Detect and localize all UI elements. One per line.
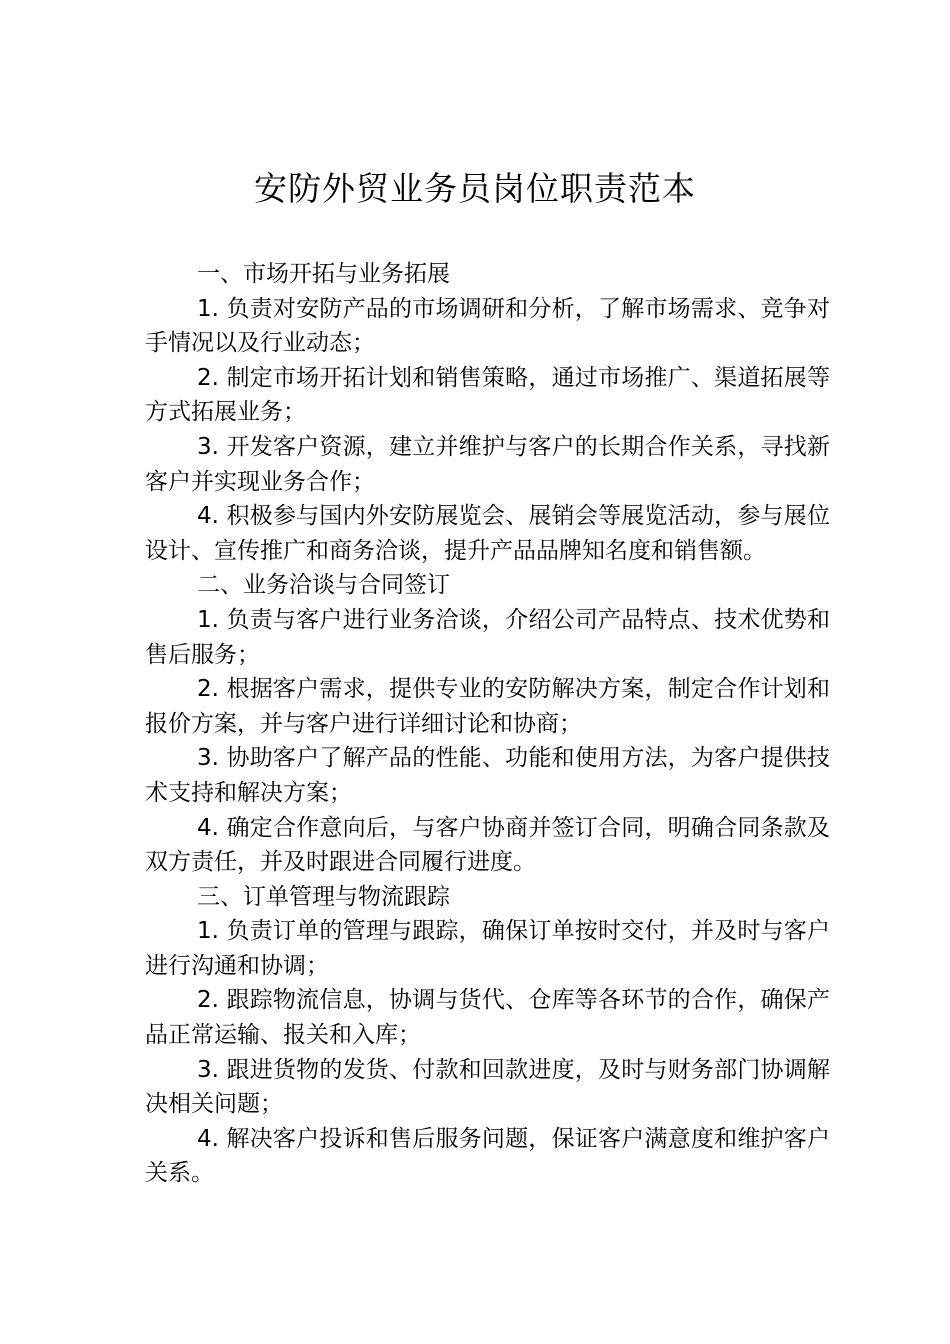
document-body (145, 257, 830, 1191)
section-heading-market-expansion: 一、市场开拓与业务拓展 (197, 261, 450, 287)
list-item: 4. 解决客户投诉和售后服务问题，保证客户满意度和维护客户关系。 (145, 1125, 830, 1187)
list-item: 2. 根据客户需求，提供专业的安防解决方案，制定合作计划和报价方案，并与客户进行详细讨论和协商； (145, 676, 830, 737)
list-item: 1. 负责对安防产品的市场调研和分析，了解市场需求、竞争对手情况以及行业动态； (145, 295, 830, 357)
list-item: 2. 跟踪物流信息，协调与货代、仓库等各环节的合作，确保产品正常运输、报关和入库； (145, 987, 830, 1049)
document-title: 安防外贸业务员岗位职责范本 (254, 169, 696, 208)
list-item: 1. 负责订单的管理与跟踪，确保订单按时交付，并及时与客户进行沟通和协调； (145, 918, 830, 979)
list-item: 4. 积极参与国内外安防展览会、展销会等展览活动，参与展位设计、宣传推广和商务洽谈，提升产品品牌知名度和销售额。 (145, 503, 830, 564)
list-item: 3. 开发客户资源，建立并维护与客户的长期合作关系，寻找新客户并实现业务合作； (145, 433, 830, 495)
list-item: 3. 跟进货物的发货、付款和回款进度，及时与财务部门协调解决相关问题； (145, 1056, 830, 1118)
list-item: 1. 负责与客户进行业务洽谈，介绍公司产品特点、技术优势和售后服务； (145, 606, 830, 668)
list-item: 4. 确定合作意向后，与客户协商并签订合同，明确合同条款及双方责任，并及时跟进合同履行进度。 (145, 814, 830, 876)
section-heading-negotiation-contracts: 二、业务洽谈与合同签订 (197, 572, 450, 599)
list-item: 2. 制定市场开拓计划和销售策略，通过市场推广、渠道拓展等方式拓展业务； (145, 364, 830, 426)
list-item: 3. 协助客户了解产品的性能、功能和使用方法，为客户提供技术支持和解决方案； (145, 745, 830, 806)
section-heading-order-logistics: 三、订单管理与物流跟踪 (197, 883, 450, 910)
